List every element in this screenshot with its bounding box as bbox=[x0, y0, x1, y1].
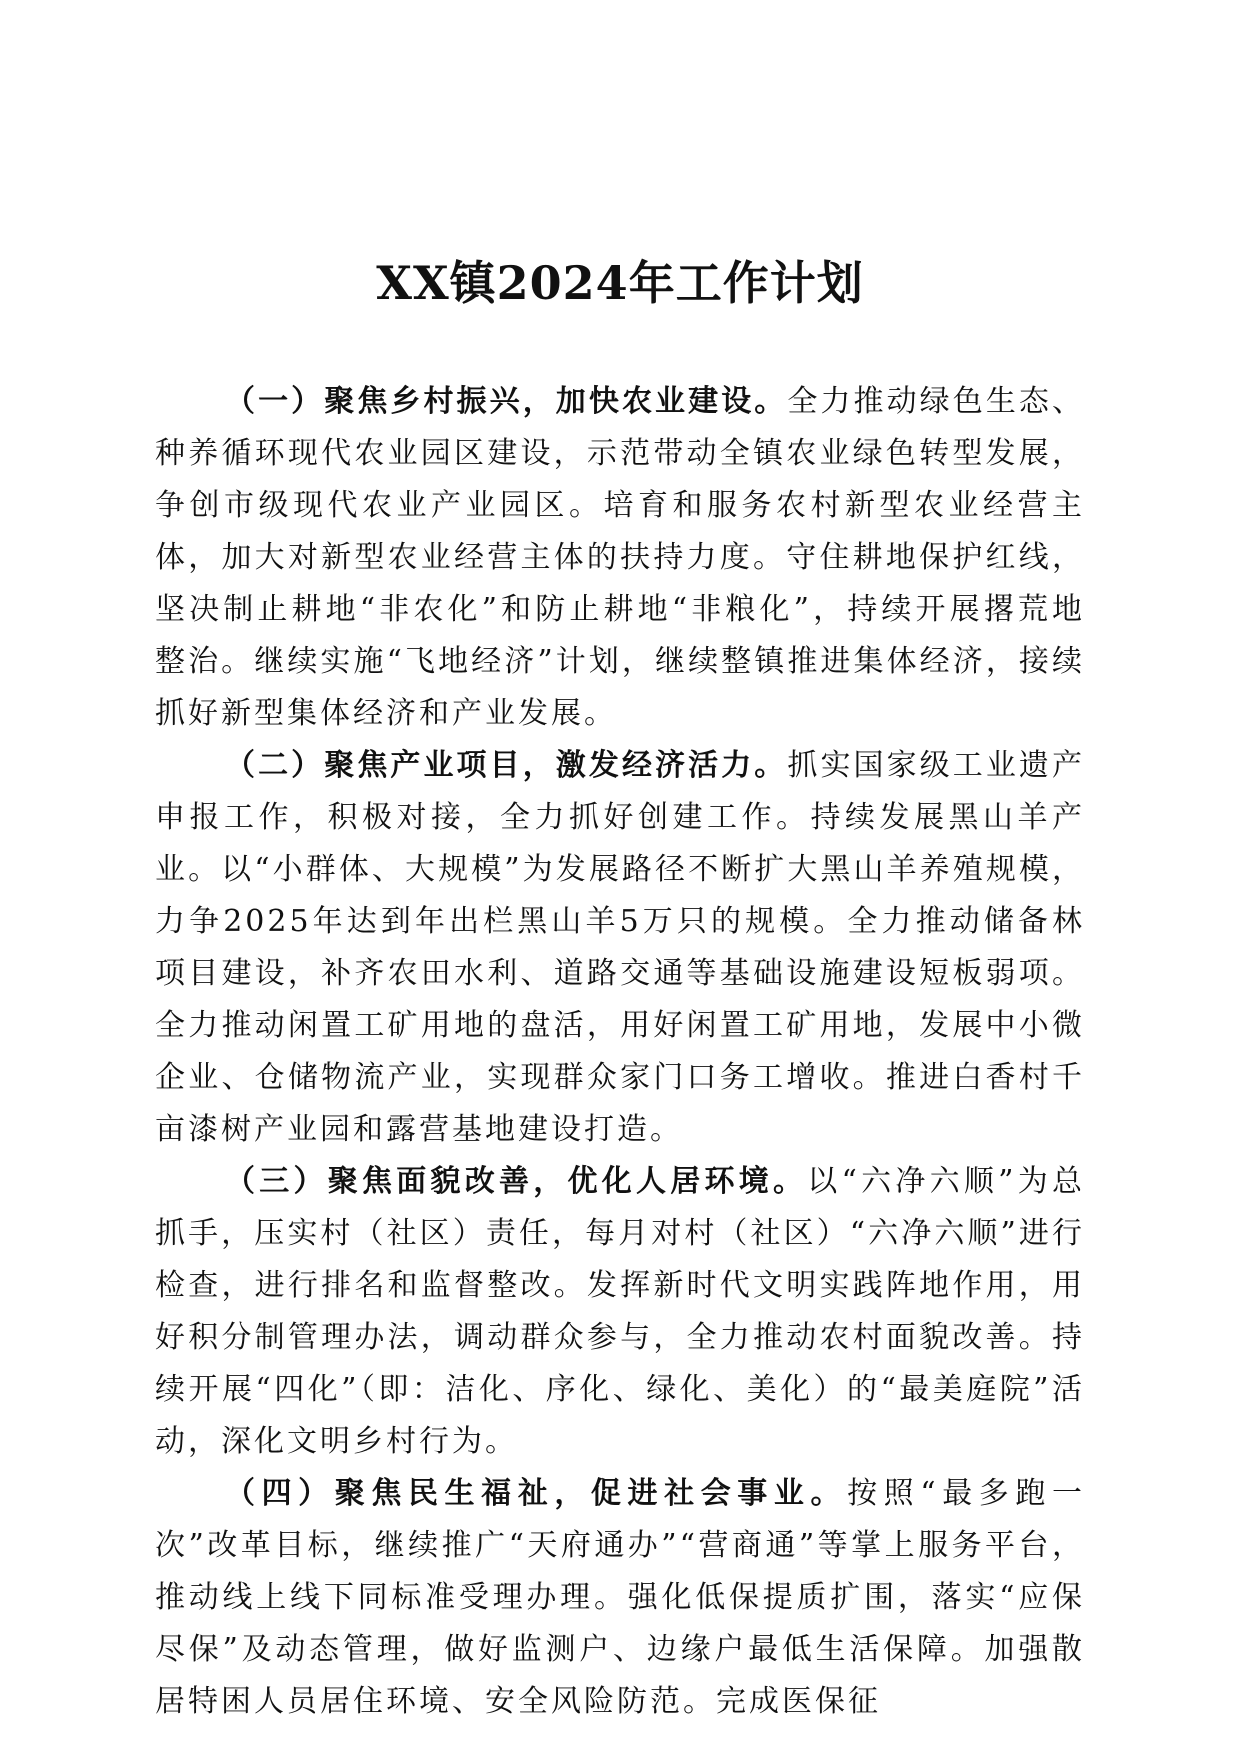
section-heading-3: （三）聚焦面貌改善，优化人居环境。 bbox=[225, 1164, 808, 1199]
section-paragraph-4 bbox=[155, 1468, 1085, 1728]
section-heading-2: （二）聚焦产业项目，激发经济活力。 bbox=[225, 748, 788, 783]
section-text-3: 以“六净六顺”为总抓手，压实村（社区）责任，每月对村（社区）“六净六顺”进行检查，进行排名和监督整改。发挥新时代文明实践阵地作用，用好积分制管理办法，调动群众参与，全力推动农村面貌改善。持续开展“四化”（即：洁化、序化、绿化、美化）的“最美庭院”活动，深化文明乡村行为。 bbox=[155, 1164, 1085, 1459]
section-text-2: 抓实国家级工业遗产申报工作，积极对接，全力抓好创建工作。持续发展黑山羊产业。以“小群体、大规模”为发展路径不断扩大黑山羊养殖规模，力争2025年达到年出栏黑山羊5万只的规模。全力推动储备林项目建设，补齐农田水利、道路交通等基础设施建设短板弱项。全力推动闲置工矿用地的盘活，用好闲置工矿用地，发展中小微企业、仓储物流产业，实现群众家门口务工增收。推进白香村千亩漆树产业园和露营基地建设打造。 bbox=[155, 748, 1085, 1147]
section-paragraph-2 bbox=[155, 740, 1085, 1156]
document-title: XX镇2024年工作计划 bbox=[376, 256, 864, 310]
document-body bbox=[155, 376, 1085, 1728]
section-text-4: 按照“最多跑一次”改革目标，继续推广“天府通办”“营商通”等掌上服务平台，推动线上线下同标准受理办理。强化低保提质扩围，落实“应保尽保”及动态管理，做好监测户、边缘户最低生活保障。加强散居特困人员居住环境、安全风险防范。完成医保征 bbox=[155, 1476, 1085, 1719]
section-text-1: 全力推动绿色生态、种养循环现代农业园区建设，示范带动全镇农业绿色转型发展，争创市级现代农业产业园区。培育和服务农村新型农业经营主体，加大对新型农业经营主体的扶持力度。守住耕地保护红线，坚决制止耕地“非农化”和防止耕地“非粮化”，持续开展撂荒地整治。继续实施“飞地经济”计划，继续整镇推进集体经济，接续抓好新型集体经济和产业发展。 bbox=[155, 384, 1085, 731]
section-heading-1: （一）聚焦乡村振兴，加快农业建设。 bbox=[225, 384, 788, 419]
section-paragraph-1 bbox=[155, 376, 1085, 740]
section-heading-4: （四）聚焦民生福祉，促进社会事业。 bbox=[225, 1476, 848, 1511]
section-paragraph-3 bbox=[155, 1156, 1085, 1468]
